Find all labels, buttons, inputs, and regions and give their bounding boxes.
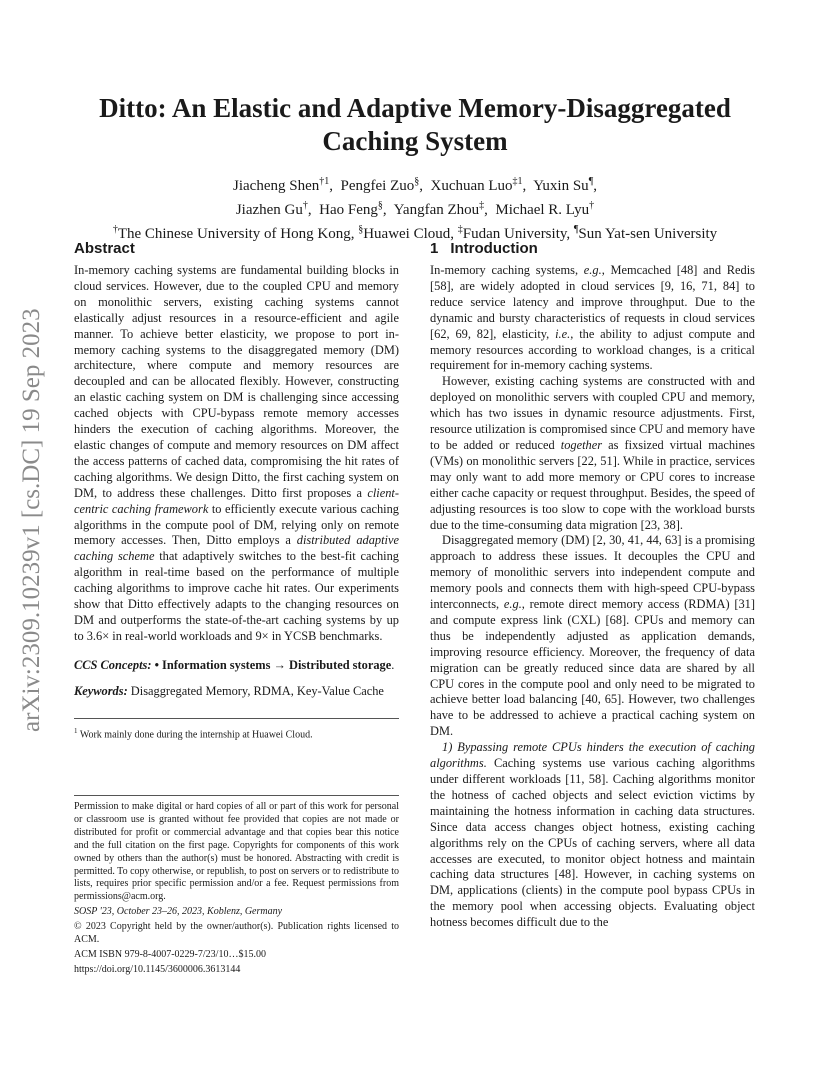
section-number: 1 (430, 240, 439, 257)
author-sup: ‡ (479, 200, 485, 211)
paper-title: Ditto: An Elastic and Adaptive Memory-Disaggregated Caching System (99, 93, 731, 156)
intro-text: Disaggregated memory (DM) [2, 30, 41, 44, 63] is a promising approach to address these issues. It decouples the CPU and memory of monolithic servers into independent compute and memory pools and connects them with high-speed CPU-bypass interconnects, (430, 533, 755, 612)
author-name: Yuxin Su (533, 178, 589, 194)
right-column (430, 240, 755, 931)
author-sup: ¶ (588, 176, 594, 187)
abstract-body (74, 263, 399, 645)
ccs-concepts (74, 658, 399, 674)
intro-text: Caching systems use various caching algorithms under different workloads [11, 58]. Caching algorithms monitor the hotness of cached objects and select eviction victims by maintaining the hotness information in caching data structures. Since data access changes object hotness, existing caching algorithms rely on the CPUs of caching servers, where all data accesses are executed, to monitor object hotness and maintain caching data structures [48]. However, in caching systems on DM, applications (clients) in the compute pool bypass CPUs in the memory pool when accessing objects. Evaluating object hotness becomes difficult due to the (430, 756, 755, 930)
intro-text: , remote direct memory access (RDMA) [31] and compute express link (CXL) [68]. CPUs and memory can thus be independently adjusted as application demands, improving resource efficiency. Moreover, the frequency of data migration can be greatly reduced since data are shared by all CPU cores in the compute pool and only need to be migrated to achieve better load balancing [40, 65]. However, two challenges have to be addressed to achieve a practical caching system on DM. (430, 597, 755, 739)
intro-emphasis: 1) Bypassing remote CPUs hinders the execution of caching algorithms. (430, 740, 755, 771)
intro-text: as fixsized virtual machines (VMs) on monolithic servers [22, 51]. While in practice, services may only want to add more memory or CPU cores to increase either cache capacity or request throughput. Besides, the speed of adjusting resources is too slow to cope with the workload bursts due to the time-consuming data migration [23, 38]. (430, 437, 755, 532)
left-column (74, 240, 399, 741)
footnote-rule (74, 718, 399, 719)
intro-paragraph-4 (430, 740, 755, 931)
author-sup: †1 (319, 176, 330, 187)
footnote-text: Work mainly done during the internship at Huawei Cloud. (77, 728, 313, 740)
affiliation-sup: ‡ (457, 224, 463, 235)
author-name: Yangfan Zhou (393, 202, 480, 218)
footnote (74, 725, 399, 741)
author-name: Jiazhen Gu (235, 202, 303, 218)
affiliation-name: Sun Yat-sen University (578, 226, 718, 242)
affiliation-line: †The Chinese University of Hong Kong, §Huawei Cloud, ‡Fudan University, ¶Sun Yat-sen University (112, 224, 718, 242)
intro-emphasis: i.e. (555, 326, 571, 341)
intro-heading (430, 240, 755, 258)
author-sup: † (589, 200, 595, 211)
intro-emphasis: together (560, 437, 603, 452)
author-name: Michael R. Lyu (495, 202, 590, 218)
ccs-label: CCS Concepts: (74, 657, 152, 672)
author-line-1: Jiacheng Shen$^{\dagger 1}$, Pengfei Zuo§, Xuchuan Luo$^{\ddagger 1}$, Yuxin Su¶, (233, 176, 597, 194)
keywords-text: Disaggregated Memory, RDMA, Key-Value Cache (127, 683, 384, 698)
keywords-label: Keywords: (74, 683, 128, 698)
author-sup: § (414, 176, 420, 187)
author-name: Xuchuan Luo (430, 178, 513, 194)
copyright-line: © 2023 Copyright held by the owner/author(s). Publication rights licensed to ACM. (74, 921, 399, 946)
permission-rule (74, 795, 399, 796)
keywords (74, 684, 399, 700)
abstract-text: to efficiently execute various caching algorithms in the compute pool of DM, relying only on remote memory accesses. Then, Ditto employs a (74, 501, 399, 548)
author-block (60, 172, 770, 244)
intro-paragraph-3 (430, 533, 755, 740)
author-sup: § (377, 200, 383, 211)
affiliation-sup: § (358, 224, 364, 235)
intro-text: , Memcached [48] and Redis [58], are widely adopted in cloud services [9, 16, 71, 84] to reduce service latency and improve throughput. Due to the dynamic and bursty characteristics of requests in cloud services [62, 69, 82], elasticity, (430, 263, 755, 341)
abstract-emphasis: client-centric caching framework (74, 485, 399, 516)
footnote-sup: 1 (74, 726, 78, 735)
intro-paragraph-2 (430, 374, 755, 533)
arxiv-identifier: arXiv:2309.10239v1 [cs.DC] 19 Sep 2023 (18, 308, 45, 732)
isbn-line: ACM ISBN 979-8-4007-0229-7/23/10…$15.00 (74, 948, 266, 960)
abstract-emphasis: distributed adaptive caching scheme (74, 533, 399, 564)
intro-text: In-memory caching systems, (430, 263, 584, 277)
author-name: Pengfei Zuo (340, 178, 415, 194)
author-name: Jiacheng Shen (233, 178, 320, 194)
intro-paragraph-1 (430, 263, 755, 374)
affiliation-name: The Chinese University of Hong Kong (117, 226, 351, 242)
venue-line (74, 906, 399, 919)
affiliation-sup: † (112, 224, 118, 235)
ccs-end: . (391, 657, 395, 672)
intro-text: However, existing caching systems are constructed with and deployed on monolithic servers with coupled CPU and memory, which has two issues in dynamic resource adjustments. First, resource utilization is compromised since CPU and memory have to be added or reduced (430, 374, 755, 452)
affiliation-name: Huawei Cloud (363, 226, 451, 242)
doi-link[interactable]: https://doi.org/10.1145/3600006.3613144 (74, 963, 241, 975)
intro-emphasis: e.g. (583, 263, 602, 277)
author-line-2: Jiazhen Gu†, Hao Feng§, Yangfan Zhou‡, Michael R. Lyu† (235, 200, 595, 218)
section-title: Introduction (450, 240, 538, 257)
permission-text: Permission to make digital or hard copies of all or part of this work for personal or classroom use is granted without fee provided that copies are not made or distributed for profit or commercial advantage and that copies bear this notice and the full citation on the first page. Copyrights for components of this work owned by others than the author(s) must be honored. Abstracting with credit is permitted. To copy otherwise, or republish, to post on servers or to redistribute to lists, requires prior specific permission and/or a fee. Request permissions from permissions@acm.org. (74, 801, 399, 903)
venue-text: SOSP '23, October 23–26, 2023, Koblenz, Germany (74, 906, 283, 918)
abstract-text: that adaptively switches to the best-fit caching algorithm in real-time based on the performance of multiple caching algorithms to improve cache hit rates. Our experiments show that Ditto effectively adapts to the changing resources on DM and outperforms the state-of-the-art caching systems by up to 3.6× in real-world workloads and 9× in YCSB benchmarks. (74, 549, 399, 643)
affiliation-name: Fudan University (462, 226, 567, 242)
author-name: Hao Feng (319, 202, 378, 218)
abstract-text: In-memory caching systems are fundamental building blocks in cloud services. However, due to the coupled CPU and memory on monolithic servers, existing caching systems cannot elastically adjust resources in a resource-efficient and agile manner. To achieve better elasticity, we propose to port in-memory caching systems to the disaggregated memory (DM) architecture, where compute and memory resources are decoupled and can be allocated flexibly. However, constructing an elastic caching system on DM is challenging since accessing cached objects with CPU-bypass remote memory accesses hinders the execution of caching algorithms. Moreover, the elastic changes of compute and memory resources on DM affect the access patterns of cached data, compromising the hit rates of caching algorithms. We design Ditto, the first caching system on DM, to address these challenges. Ditto first proposes a (74, 263, 399, 500)
abstract-heading: Abstract (74, 240, 135, 257)
author-sup: † (302, 200, 308, 211)
intro-emphasis: e.g. (503, 597, 522, 612)
permission-block (74, 795, 399, 979)
affiliation-sup: ¶ (573, 224, 579, 235)
author-sup: ‡1 (512, 176, 523, 187)
ccs-text: • Information systems → Distributed storage (151, 657, 392, 672)
intro-text: , the ability to adjust compute and memory resources according to workload changes, is a critical requirement for in-memory caching systems. (430, 326, 755, 373)
